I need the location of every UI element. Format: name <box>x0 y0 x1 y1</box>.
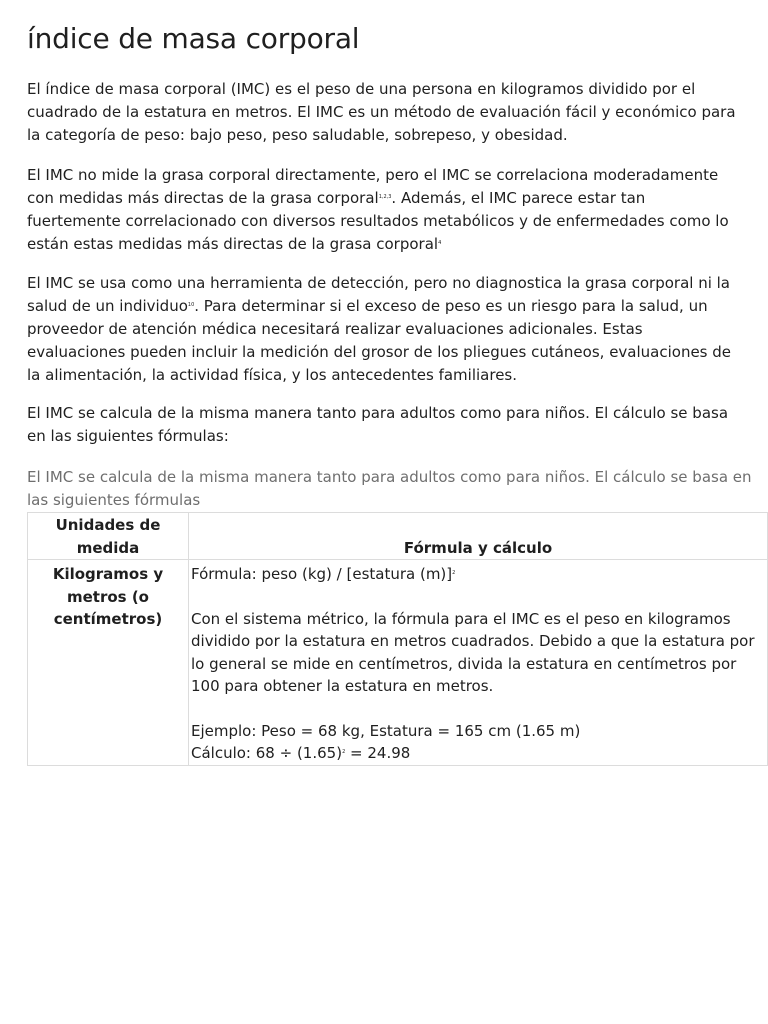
row-header-units: Kilogramos y metros (o centímetros) <box>28 560 189 766</box>
column-header-units: Unidades de medida <box>28 513 189 560</box>
cell-spacer <box>191 698 765 720</box>
formula-line <box>191 563 765 586</box>
paragraph-screening <box>27 272 739 387</box>
bmi-formula-table <box>27 512 768 766</box>
page-title: índice de masa corporal <box>27 22 360 55</box>
calculation-exponent: 2 <box>342 749 346 755</box>
paragraph-text: El IMC no mide la grasa corporal directamente, pero el IMC se correlaciona moderadamente con medidas más directas de la grasa corporal <box>27 166 719 207</box>
reference-superscript[interactable]: 4 <box>438 240 442 246</box>
table-row <box>28 560 768 766</box>
reference-superscript[interactable]: 10 <box>187 302 195 308</box>
paragraph-calculation-intro: El IMC se calcula de la misma manera tanto para adultos como para niños. El cálculo se basa en las siguientes fórmulas: <box>27 404 729 445</box>
formula-calculation <box>191 742 765 765</box>
paragraph-text: El IMC se usa como una herramienta de detección, pero no diagnostica la grasa corporal ni la salud de un individuo <box>27 274 730 315</box>
formula-explanation: Con el sistema métrico, la fórmula para el IMC es el peso en kilogramos dividido por la estatura en metros cuadrados. Debido a que la estatura por lo general se mide en centímetros, divida la estatura en centímetros por 100 para obtener la estatura en metros. <box>191 609 755 695</box>
formula-cell <box>189 560 768 766</box>
calculation-text: Cálculo: 68 ÷ (1.65) <box>191 744 343 762</box>
calculation-result: = 24.98 <box>345 744 411 762</box>
column-header-formula: Fórmula y cálculo <box>189 513 768 560</box>
table-caption: El IMC se calcula de la misma manera tanto para adultos como para niños. El cálculo se basa en las siguientes fórmulas <box>27 468 752 509</box>
formula-text: Fórmula: peso (kg) / [estatura (m)] <box>191 565 453 583</box>
paragraph-definition: El índice de masa corporal (IMC) es el peso de una persona en kilogramos dividido por el cuadrado de la estatura en metros. El IMC es un método de evaluación fácil y económico para la categoría de peso: bajo peso, peso saludable, sobrepeso, y obesidad. <box>27 80 736 144</box>
formula-exponent: 2 <box>452 570 456 576</box>
formula-example: Ejemplo: Peso = 68 kg, Estatura = 165 cm (1.65 m) <box>191 721 581 740</box>
paragraph-correlation <box>27 164 739 256</box>
reference-superscript[interactable]: 1,2,3 <box>378 194 392 200</box>
paragraph-text: . Además, el IMC parece estar tan fuertemente correlacionado con diversos resultados metabólicos y de enfermedades como lo están estas medidas más directas de la grasa corporal <box>27 189 729 253</box>
paragraph-text: . Para determinar si el exceso de peso es un riesgo para la salud, un proveedor de atención médica necesitará realizar evaluaciones adicionales. Estas evaluaciones pueden incluir la medición del grosor de los pliegues cutáneos, evaluaciones de la alimentación, la actividad física, y los antecedentes familiares. <box>27 297 732 384</box>
table-header-row <box>28 513 768 560</box>
cell-spacer <box>191 586 765 608</box>
